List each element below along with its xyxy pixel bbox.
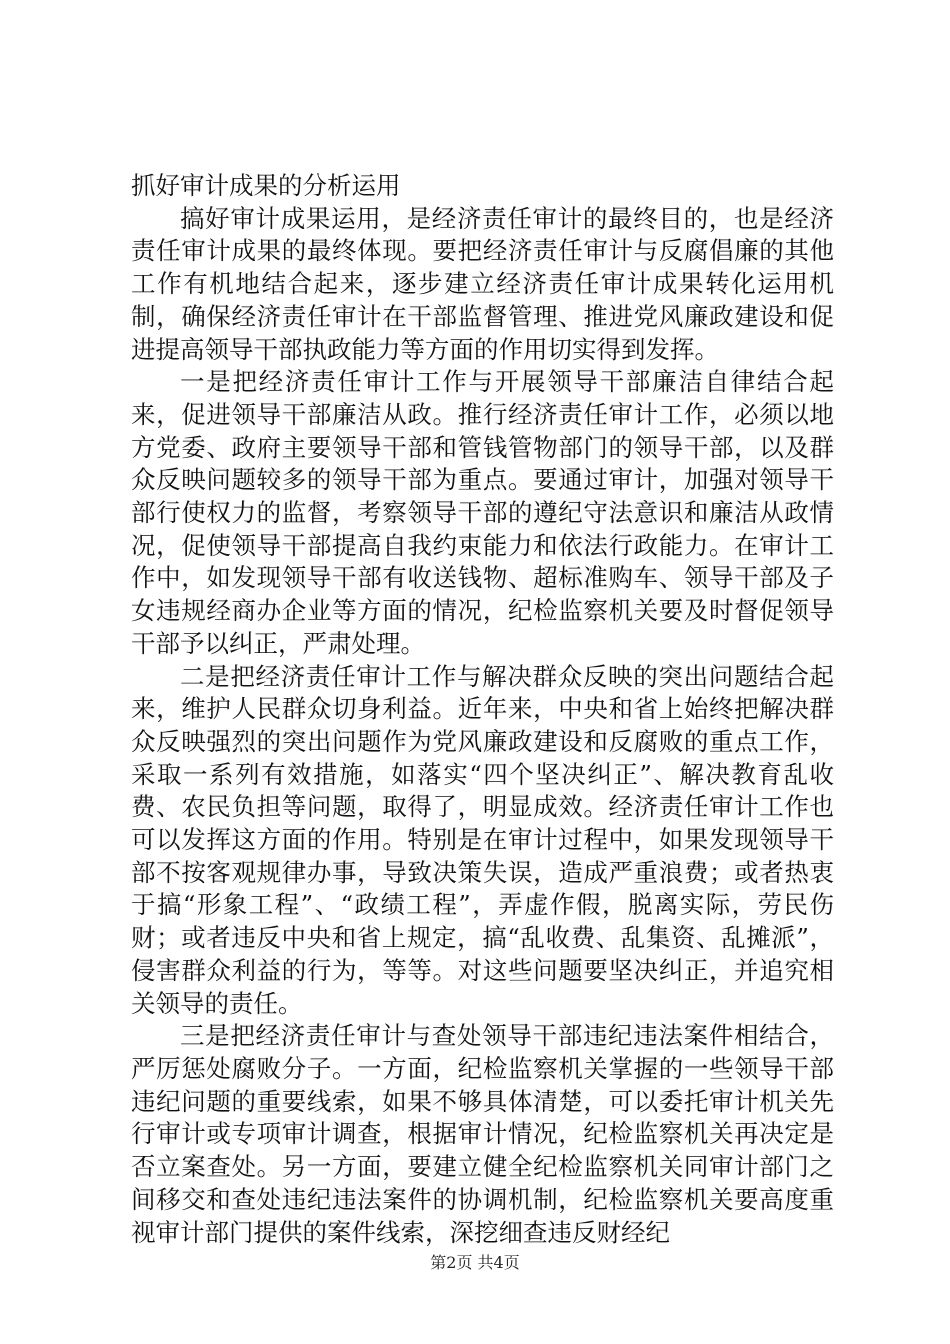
body-paragraph: 搞好审计成果运用，是经济责任审计的最终目的，也是经济责任审计成果的最终体现。要把经济责任审计与反腐倡廉的其他工作有机地结合起来，逐步建立经济责任审计成果转化运用机制，确保经济责任审计在干部监督管理、推进党风廉政建设和促进提高领导干部执政能力等方面的作用切实得到发挥。 <box>131 203 834 364</box>
section-heading: 抓好审计成果的分析运用 <box>131 171 401 200</box>
body-paragraph: 一是把经济责任审计工作与开展领导干部廉洁自律结合起来，促进领导干部廉洁从政。推行经济责任审计工作，必须以地方党委、政府主要领导干部和管钱管物部门的领导干部，以及群众反映问题较多的领导干部为重点。要通过审计，加强对领导干部行使权力的监督，考察领导干部的遵纪守法意识和廉洁从政情况，促使领导干部提高自我约束能力和依法行政能力。在审计工作中，如发现领导干部有收送钱物、超标准购车、领导干部及子女违规经商办企业等方面的情况，纪检监察机关要及时督促领导干部予以纠正，严肃处理。 <box>131 367 834 658</box>
page-number-footer: 第2页 共4页 <box>430 1253 520 1272</box>
document-body <box>131 170 834 1249</box>
body-paragraph: 二是把经济责任审计工作与解决群众反映的突出问题结合起来，维护人民群众切身利益。近年来，中央和省上始终把解决群众反映强烈的突出问题作为党风廉政建设和反腐败的重点工作，采取一系列有效措施，如落实“四个坚决纠正”、解决教育乱收费、农民负担等问题，取得了，明显成效。经济责任审计工作也可以发挥这方面的作用。特别是在审计过程中，如果发现领导干部不按客观规律办事，导致决策失误，造成严重浪费；或者热衷于搞“形象工程”、“政绩工程”，弄虚作假，脱离实际，劳民伤财；或者违反中央和省上规定，搞“乱收费、乱集资、乱摊派”，侵害群众利益的行为，等等。对这些问题要坚决纠正，并追究相关领导的责任。 <box>131 661 834 1018</box>
body-paragraph: 三是把经济责任审计与查处领导干部违纪违法案件相结合，严厉惩处腐败分子。一方面，纪检监察机关掌握的一些领导干部违纪问题的重要线索，如果不够具体清楚，可以委托审计机关先行审计或专项审计调查，根据审计情况，纪检监察机关再决定是否立案查处。另一方面，要建立健全纪检监察机关同审计部门之间移交和查处违纪违法案件的协调机制，纪检监察机关要高度重视审计部门提供的案件线索，深挖细查违反财经纪 <box>131 1021 834 1247</box>
